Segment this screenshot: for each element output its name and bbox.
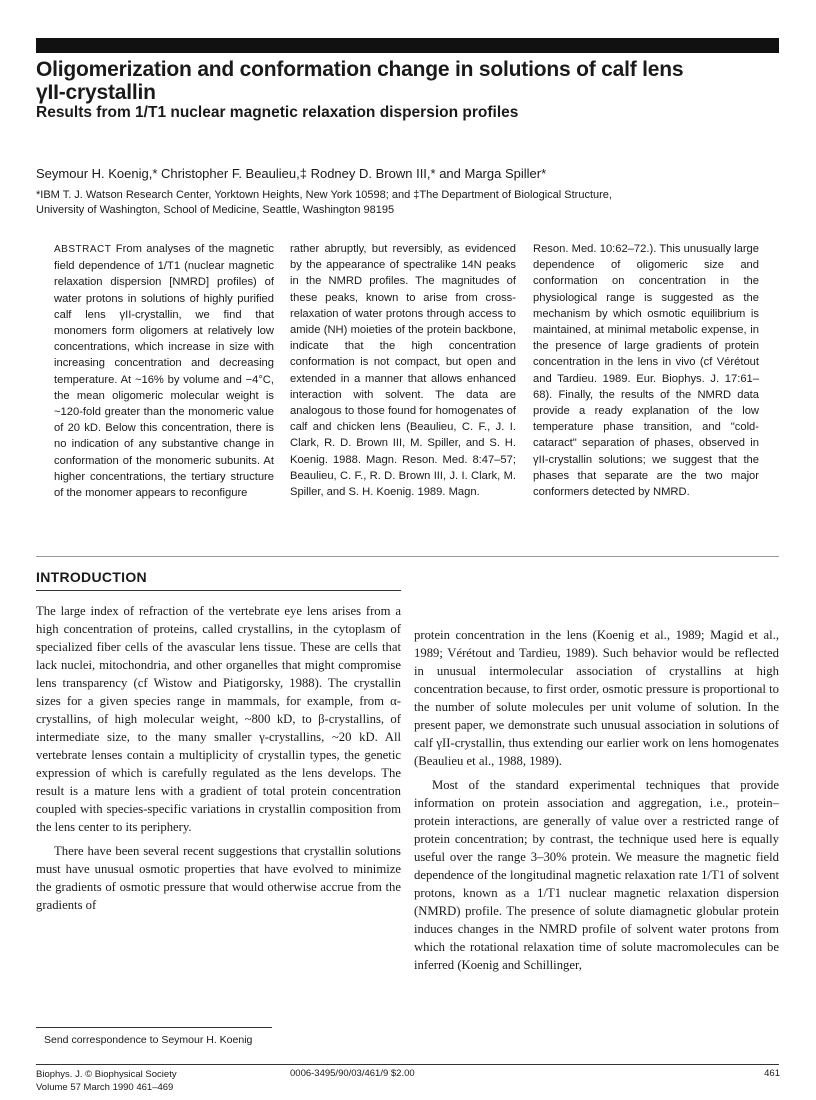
abstract-divider bbox=[36, 556, 779, 557]
body-column-right bbox=[414, 626, 779, 974]
paragraph: The large index of refraction of the vertebrate eye lens arises from a high concentration of proteins, called crystallins, in the cytoplasm of specialized fiber cells of the avascular lens tissue. These are cells that lack nuclei, mitochondria, and other organelles that might compromise lens transparency (cf Wistow and Piatigorsky, 1988). The crystallin sizes for a given species range in mammals, for example, from α-crystallins, of high molecular weight, ~800 kD, to β-crystallins, of intermediate size, to the many smaller γ-crystallins, ~20 kD. All vertebrate lenses contain a multiplicity of crystallin types, the genetic expression of which is carefully regulated as the lens develops. The result is a mature lens with a gradient of total protein concentration coupled with species-specific variations in crystallin composition from the lens center to its periphery. bbox=[36, 604, 401, 834]
abstract-column-1 bbox=[54, 241, 274, 501]
paragraph: Most of the standard experimental techniques that provide information on protein association and aggregation, i.e., protein–protein interactions, are generally of value over a restricted range of protein concentration; by contrast, the technique used here is equally useful over the range 3–30% protein. We measure the magnetic field dependence of the longitudinal magnetic relaxation rate 1/T1 of solvent protons, known as a 1/T1 nuclear magnetic relaxation dispersion (NMRD) profile. The presence of solute diamagnetic globular protein induces changes in the NMRD profile of solvent water protons from which the rotational relaxation time of solute macromolecules can be inferred (Koenig and Schillinger, bbox=[414, 778, 779, 972]
journal-line-1: Biophys. J. © Biophysical Society bbox=[36, 1069, 177, 1080]
journal-citation bbox=[36, 1068, 177, 1094]
section-heading-introduction: INTRODUCTION bbox=[36, 569, 147, 585]
page-number: 461 bbox=[764, 1068, 780, 1079]
article-title bbox=[36, 58, 776, 104]
paragraph: protein concentration in the lens (Koenig et al., 1989; Magid et al., 1989; Vérétout and Tardieu, 1989). Such behavior would be reflected in unusual intermolecular association of crystallins at high concentration because, to first order, osmotic pressure is proportional to the number of solute molecules per unit volume of solution. In the present paper, we demonstrate such unusual association in solutions of calf γII-crystallin, thus extending our earlier work on lens homogenates (Beaulieu et al., 1988, 1989). bbox=[414, 628, 779, 768]
affiliation-line-1: *IBM T. J. Watson Research Center, Yorktown Heights, New York 10598; and ‡The Department of Biological Structure, bbox=[36, 189, 612, 201]
title-line-1: Oligomerization and conformation change in solutions of calf lens bbox=[36, 58, 684, 81]
abstract-label: ABSTRACT bbox=[54, 244, 112, 255]
correspondence-footnote: Send correspondence to Seymour H. Koenig bbox=[44, 1034, 253, 1046]
affiliations bbox=[36, 188, 776, 218]
paragraph: There have been several recent suggestions that crystallin solutions must have unusual osmotic properties that have evolved to minimize the gradients of osmotic pressure that would otherwise accrue from the gradients of bbox=[36, 844, 401, 912]
footer-rule bbox=[36, 1064, 779, 1065]
abstract-text-3: Reson. Med. 10:62–72.). This unusually large dependence of oligomeric size and conformation on concentration in the physiological range is suggested as the mechanism by which osmotic equilibrium is maintained, at minimal metabolic expense, in the presence of large gradients of protein concentration in the lens in vivo (cf Vérétout and Tardieu. 1989. Eur. Biophys. J. 17:61–68). Finally, the results of the NMRD data provide a ready explanation of the low temperature phase transition, and "cold-cataract" separation of phases, observed in γII-crystallin solutions; we suggest that the phases that separate are the two major conformers detected by NMRD. bbox=[533, 243, 759, 499]
author-list: Seymour H. Koenig,* Christopher F. Beaulieu,‡ Rodney D. Brown III,* and Marga Spiller* bbox=[36, 166, 547, 181]
article-code: 0006-3495/90/03/461/9 $2.00 bbox=[290, 1068, 415, 1079]
journal-line-2: Volume 57 March 1990 461–469 bbox=[36, 1082, 174, 1093]
abstract-text-1: From analyses of the magnetic field dependence of 1/T1 (nuclear magnetic relaxation dispersion [NMRD] profiles) of water protons in solutions of highly purified calf lens γII-crystallin, we find that monomers form oligomers at relatively low concentrations, which increase in size with increasing concentration and decreasing temperature. At ~16% by volume and −4°C, the mean oligomeric molecular weight is ~120-fold greater than the monomeric value of 20 kD. Below this concentration, there is no indication of any substantive change in conformation of the monomeric subunits. At higher concentrations, the tertiary structure of the monomer appears to reconfigure bbox=[54, 243, 275, 500]
affiliation-line-2: University of Washington, School of Medicine, Seattle, Washington 98195 bbox=[36, 204, 395, 216]
abstract-column-3 bbox=[533, 241, 759, 500]
body-column-left bbox=[36, 602, 401, 914]
abstract-text-2: rather abruptly, but reversibly, as evidenced by the appearance of spectralike 14N peaks in the NMRD profiles. The magnitudes of these peaks, known to arise from cross-relaxation of water protons through access to amide (NH) moieties of the protein backbone, indicate that the high concentration conformation is not compact, but open and extended in a manner that allows enhanced interaction with solvent. The data are analogous to those found for homogenates of calf and chicken lens (Beaulieu, C. F., J. I. Clark, R. D. Brown III, M. Spiller, and S. H. Koenig. 1988. Magn. Reson. Med. 8:47–57; Beaulieu, C. F., R. D. Brown III, J. I. Clark, M. Spiller, and S. H. Koenig. 1989. Magn. bbox=[290, 243, 516, 499]
article-subtitle: Results from 1/T1 nuclear magnetic relaxation dispersion profiles bbox=[36, 104, 519, 121]
section-heading-rule bbox=[36, 590, 401, 591]
title-line-2: γII-crystallin bbox=[36, 81, 156, 104]
abstract-column-2 bbox=[290, 241, 516, 500]
header-bar bbox=[36, 38, 779, 53]
footnote-rule bbox=[36, 1027, 272, 1028]
